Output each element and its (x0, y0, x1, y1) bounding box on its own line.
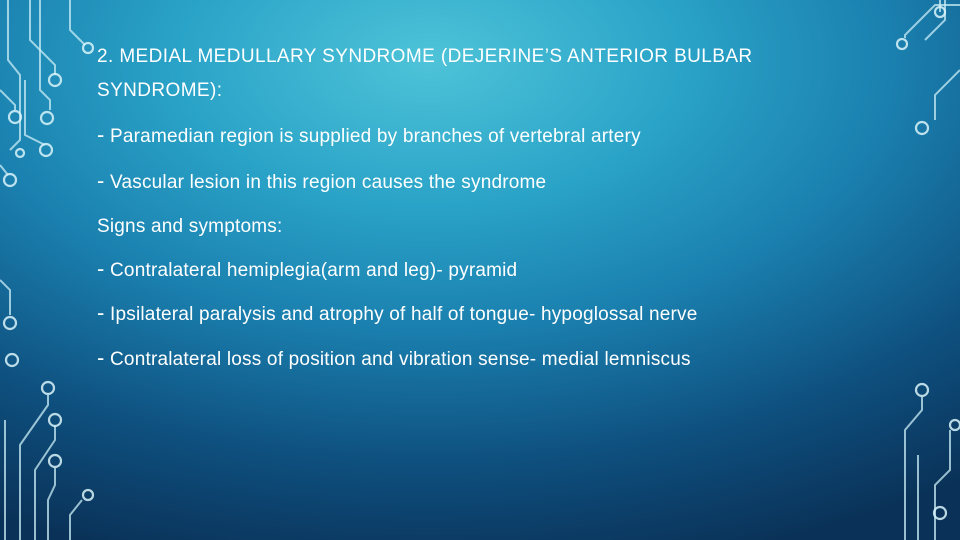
circuit-node (6, 354, 18, 366)
circuit-node (41, 112, 53, 124)
circuit-node (83, 43, 93, 53)
bullet-text: Signs and symptoms: (97, 216, 283, 237)
bullet-dash: - (97, 300, 105, 325)
bullet-ipsilateral-paralysis (97, 302, 698, 326)
circuit-trace (0, 90, 15, 110)
circuit-trace (905, 397, 922, 540)
circuit-node (4, 174, 16, 186)
circuit-node (916, 384, 928, 396)
circuit-trace (935, 70, 960, 120)
circuit-trace (48, 468, 55, 540)
circuit-trace (30, 0, 55, 75)
bullet-dash: - (97, 256, 105, 281)
signs-symptoms-heading (97, 214, 282, 238)
slide-content (97, 40, 857, 370)
bullet-text: Ipsilateral paralysis and atrophy of half of tongue- hypoglossal nerve (104, 304, 698, 325)
circuit-node (49, 414, 61, 426)
circuit-trace (0, 280, 10, 315)
circuit-trace (25, 80, 45, 145)
circuit-node (916, 122, 928, 134)
circuit-node (49, 455, 61, 467)
bullet-text: Contralateral loss of position and vibration sense- medial lemniscus (104, 349, 691, 370)
bullet-text: Contralateral hemiplegia(arm and leg)- pyramid (104, 260, 518, 281)
circuit-trace (0, 165, 8, 175)
circuit-node (83, 490, 93, 500)
bullet-dash: - (97, 122, 105, 147)
bullet-vascular-lesion (97, 170, 546, 194)
circuit-node (49, 74, 61, 86)
bullet-contralateral-loss (97, 347, 691, 371)
bullet-contralateral-hemiplegia (97, 258, 517, 282)
circuit-node (16, 149, 24, 157)
bullet-paramedian-region (97, 124, 641, 148)
circuit-node (4, 317, 16, 329)
circuit-trace (35, 426, 55, 540)
bullet-dash: - (97, 345, 105, 370)
circuit-trace (935, 430, 950, 540)
circuit-trace (8, 0, 20, 150)
circuit-node (42, 382, 54, 394)
bullet-text: Paramedian region is supplied by branches of vertebral artery (104, 126, 641, 147)
circuit-node (950, 420, 960, 430)
circuit-node (40, 144, 52, 156)
circuit-trace (70, 500, 82, 540)
bullet-text: Vascular lesion in this region causes the syndrome (104, 172, 547, 193)
slide-title: 2. MEDIAL MEDULLARY SYNDROME (DEJERINE’S ANTERIOR BULBAR SYNDROME): (97, 46, 753, 101)
circuit-trace (70, 0, 85, 45)
bullet-dash: - (97, 168, 105, 193)
circuit-node (897, 39, 907, 49)
